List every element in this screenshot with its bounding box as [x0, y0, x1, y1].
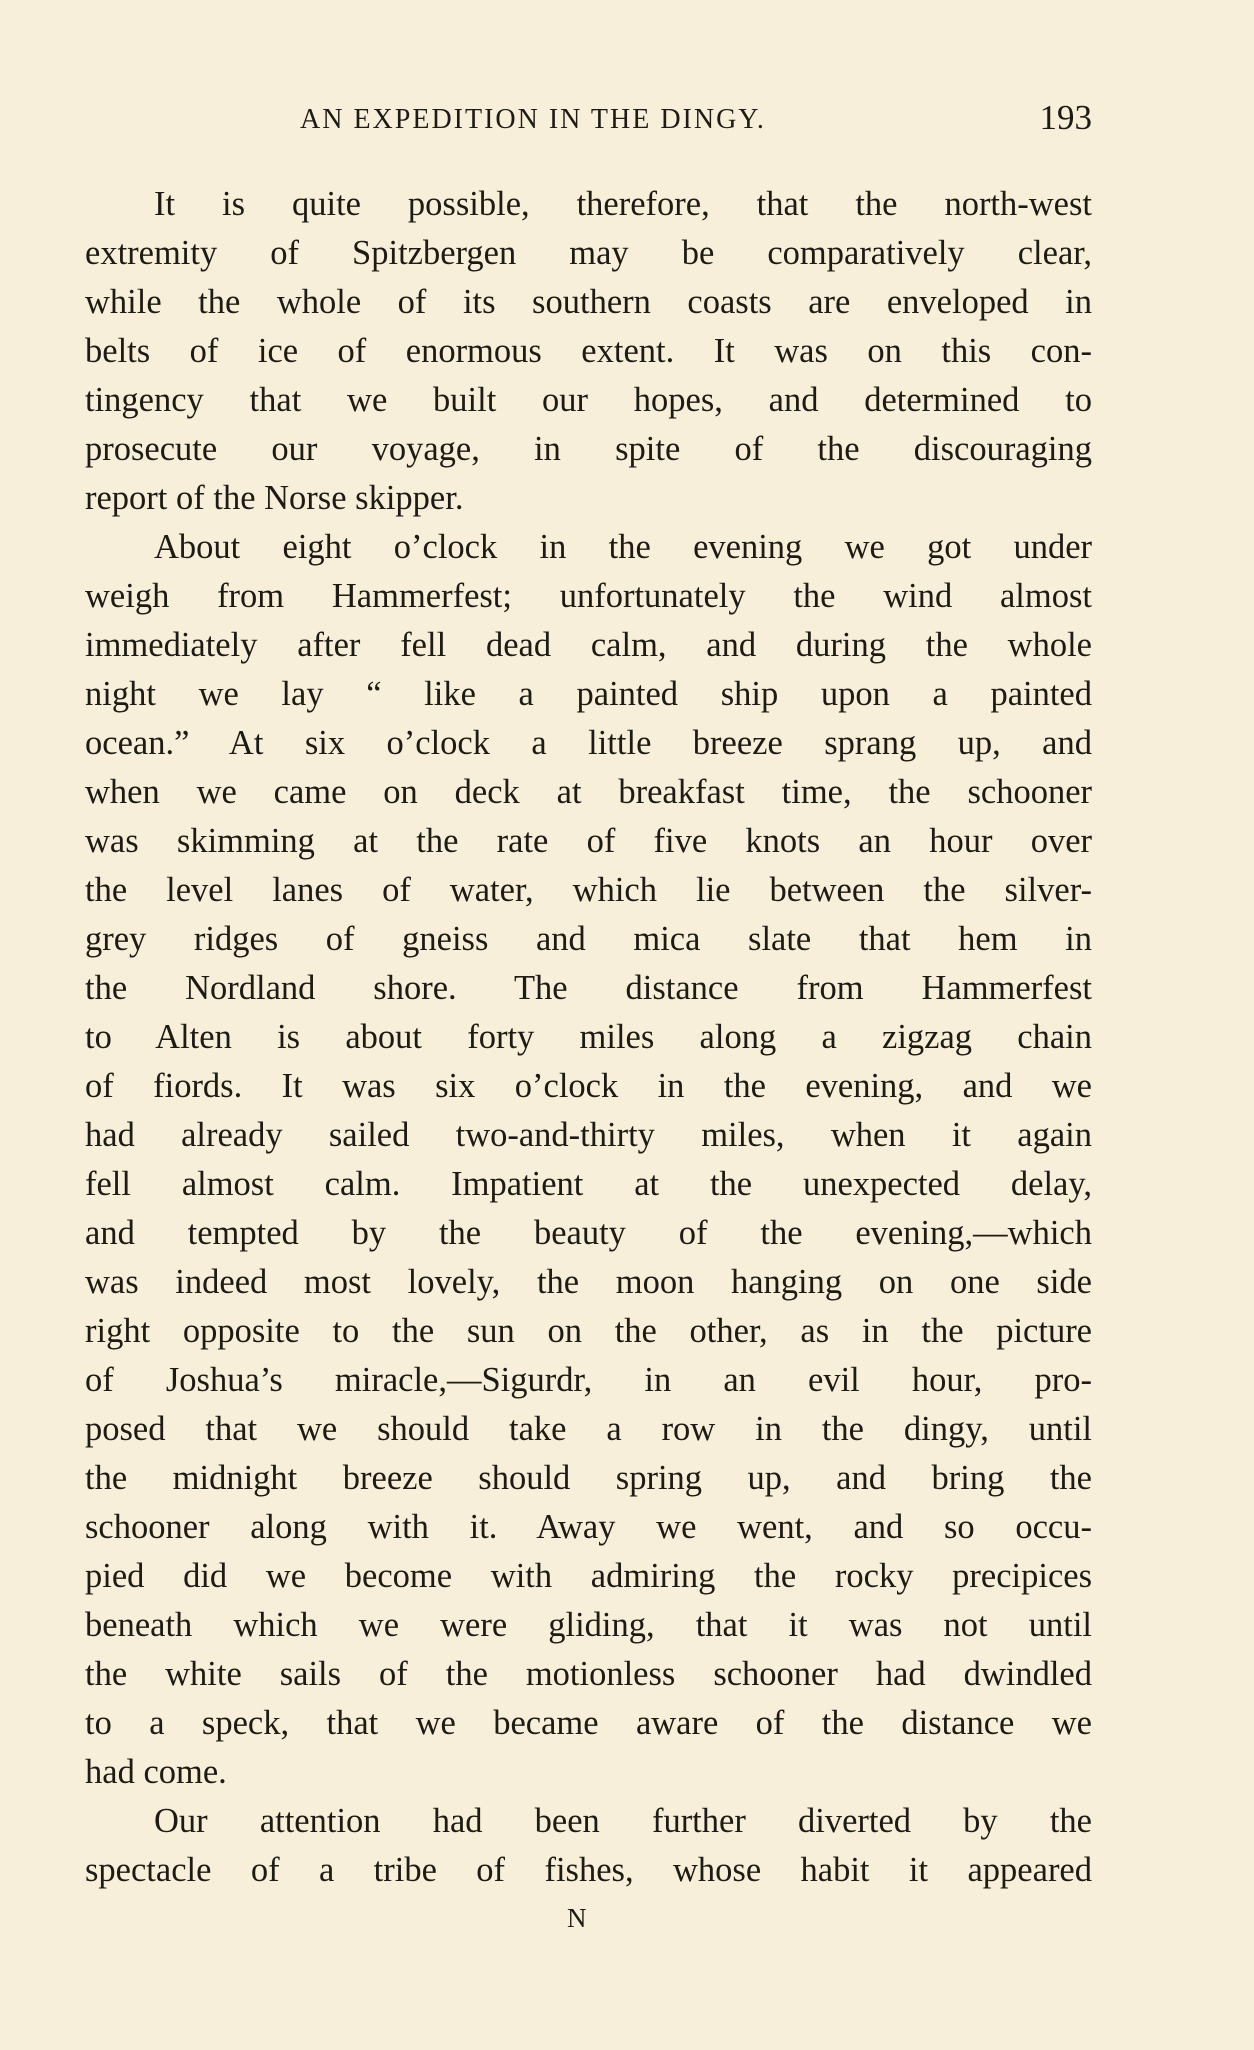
text-line: of fiords. It was six o’clock in the evening, and we: [85, 1067, 1092, 1105]
text-line: the white sails of the motionless schooner had dwindled: [85, 1655, 1092, 1693]
text-line: the Nordland shore. The distance from Hammerfest: [85, 969, 1092, 1007]
text-line: was skimming at the rate of five knots an hour over: [85, 822, 1092, 860]
text-line: About eight o’clock in the evening we got under: [154, 528, 1092, 566]
text-line: and tempted by the beauty of the evening,—which: [85, 1214, 1092, 1252]
signature-mark: N: [567, 1903, 587, 1933]
text-line: tingency that we built our hopes, and determined to: [85, 381, 1092, 419]
text-line: of Joshua’s miracle,—Sigurdr, in an evil hour, pro-: [85, 1361, 1092, 1399]
text-line: report of the Norse skipper.: [85, 479, 464, 517]
text-line: belts of ice of enormous extent. It was on this con-: [85, 332, 1092, 370]
text-line: right opposite to the sun on the other, as in the picture: [85, 1312, 1092, 1350]
running-head: AN EXPEDITION IN THE DINGY.: [300, 104, 766, 135]
text-line: fell almost calm. Impatient at the unexpected delay,: [85, 1165, 1092, 1203]
text-line: while the whole of its southern coasts are enveloped in: [85, 283, 1092, 321]
text-line: It is quite possible, therefore, that the north-west: [154, 185, 1092, 223]
text-line: grey ridges of gneiss and mica slate that hem in: [85, 920, 1092, 958]
text-line: immediately after fell dead calm, and during the whole: [85, 626, 1092, 664]
text-line: ocean.” At six o’clock a little breeze sprang up, and: [85, 724, 1092, 762]
text-line: was indeed most lovely, the moon hanging on one side: [85, 1263, 1092, 1301]
body-text: [85, 180, 1092, 1895]
text-line: to Alten is about forty miles along a zigzag chain: [85, 1018, 1092, 1056]
text-line: night we lay “ like a painted ship upon a painted: [85, 675, 1092, 713]
text-line: when we came on deck at breakfast time, the schooner: [85, 773, 1092, 811]
page-header: [300, 98, 1092, 144]
text-line: the level lanes of water, which lie between the silver-: [85, 871, 1092, 909]
text-line: had come.: [85, 1753, 227, 1791]
text-line: posed that we should take a row in the dingy, until: [85, 1410, 1092, 1448]
text-line: the midnight breeze should spring up, and bring the: [85, 1459, 1092, 1497]
page-number: 193: [1039, 98, 1092, 137]
text-line: prosecute our voyage, in spite of the discouraging: [85, 430, 1092, 468]
text-line: had already sailed two-and-thirty miles, when it again: [85, 1116, 1092, 1154]
text-line: beneath which we were gliding, that it was not until: [85, 1606, 1092, 1644]
text-line: spectacle of a tribe of fishes, whose habit it appeared: [85, 1851, 1092, 1889]
text-line: weigh from Hammerfest; unfortunately the wind almost: [85, 577, 1092, 615]
text-line: extremity of Spitzbergen may be comparatively clear,: [85, 234, 1092, 272]
text-line: to a speck, that we became aware of the distance we: [85, 1704, 1092, 1742]
text-line: pied did we become with admiring the rocky precipices: [85, 1557, 1092, 1595]
text-line: schooner along with it. Away we went, and so occu-: [85, 1508, 1092, 1546]
text-line: Our attention had been further diverted by the: [154, 1802, 1092, 1840]
